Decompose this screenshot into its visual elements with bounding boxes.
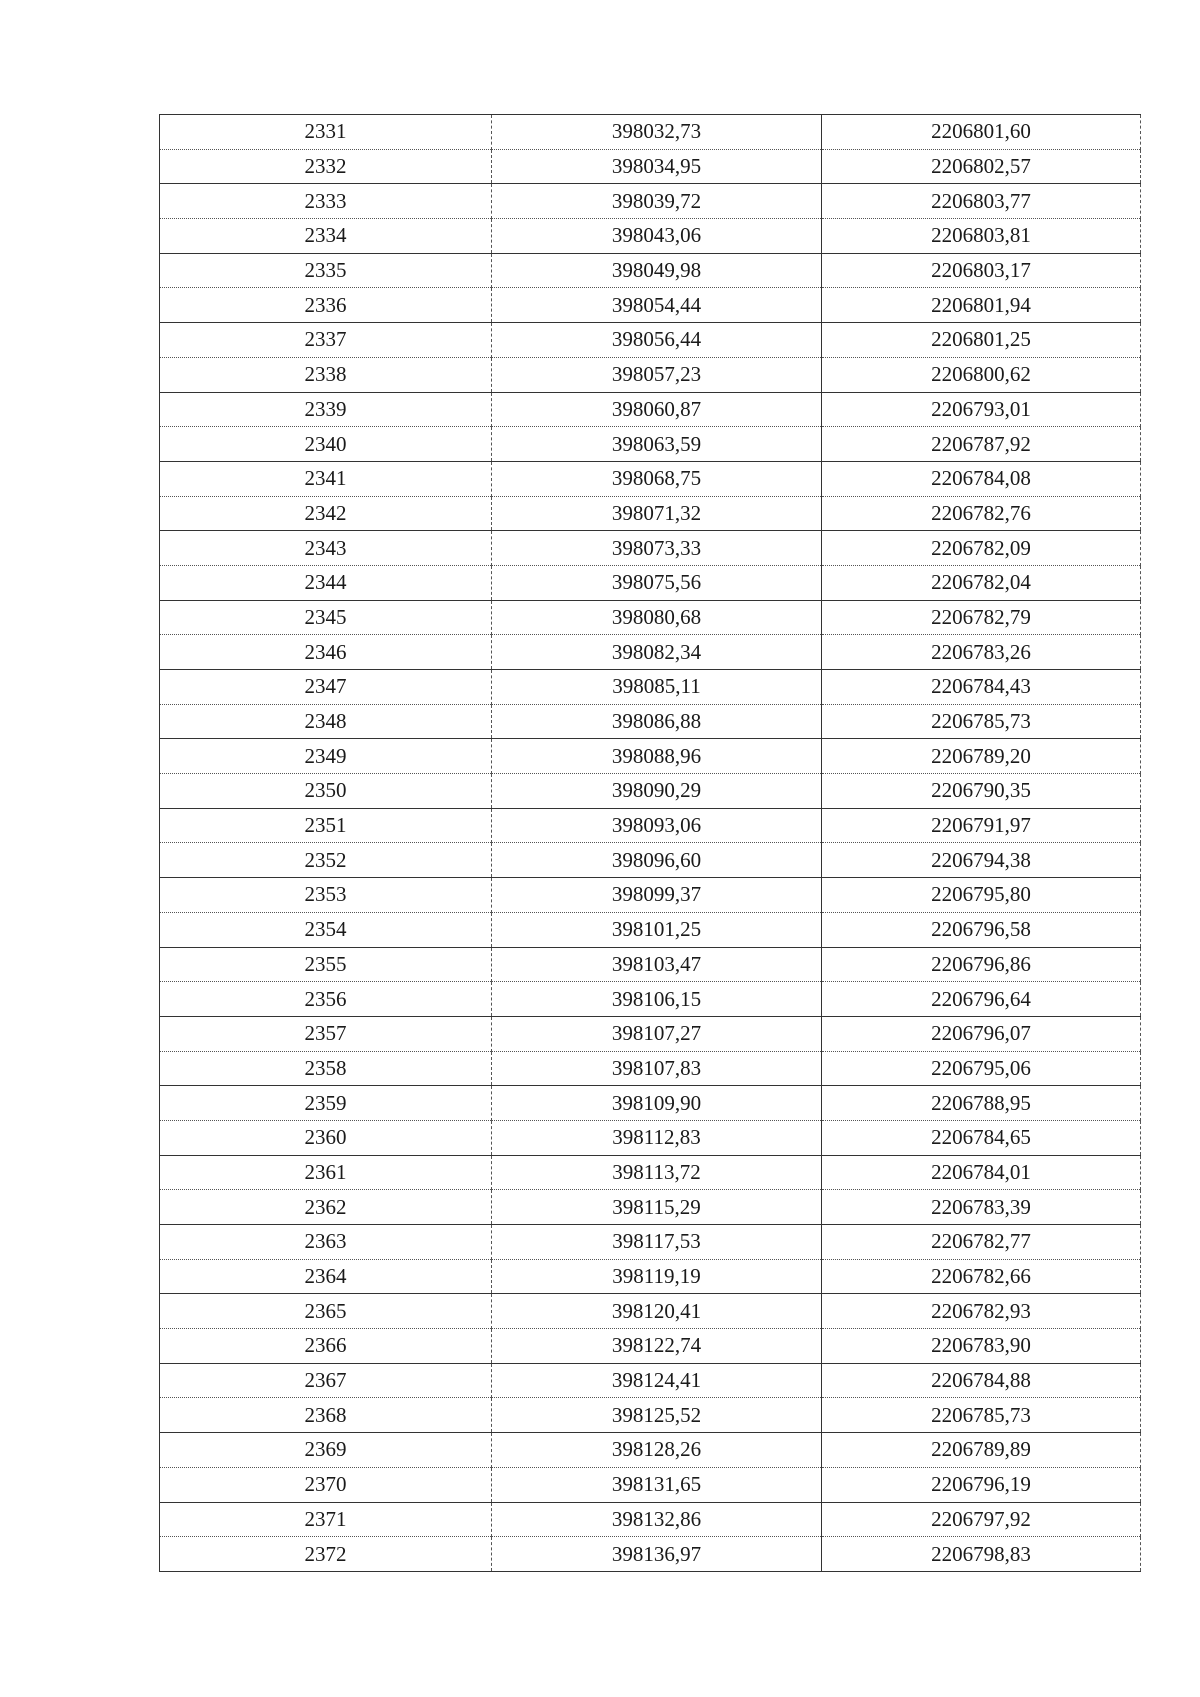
point-number-cell: 2356 — [160, 982, 492, 1017]
table-row — [160, 1537, 1141, 1572]
point-number-cell: 2349 — [160, 739, 492, 774]
table-row — [160, 149, 1141, 184]
y-coordinate-cell: 2206789,20 — [822, 739, 1141, 774]
point-number-cell: 2338 — [160, 357, 492, 392]
point-number-cell: 2343 — [160, 531, 492, 566]
y-coordinate-cell: 2206789,89 — [822, 1433, 1141, 1468]
table-row — [160, 670, 1141, 705]
point-number-cell: 2364 — [160, 1259, 492, 1294]
point-number-cell: 2358 — [160, 1051, 492, 1086]
y-coordinate-cell: 2206784,43 — [822, 670, 1141, 705]
x-coordinate-cell: 398124,41 — [492, 1363, 822, 1398]
coordinates-table-body — [160, 115, 1141, 1572]
y-coordinate-cell: 2206801,60 — [822, 115, 1141, 150]
x-coordinate-cell: 398032,73 — [492, 115, 822, 150]
point-number-cell: 2363 — [160, 1225, 492, 1260]
y-coordinate-cell: 2206802,57 — [822, 149, 1141, 184]
y-coordinate-cell: 2206784,01 — [822, 1155, 1141, 1190]
point-number-cell: 2369 — [160, 1433, 492, 1468]
y-coordinate-cell: 2206803,77 — [822, 184, 1141, 219]
x-coordinate-cell: 398120,41 — [492, 1294, 822, 1329]
point-number-cell: 2362 — [160, 1190, 492, 1225]
point-number-cell: 2355 — [160, 947, 492, 982]
point-number-cell: 2361 — [160, 1155, 492, 1190]
y-coordinate-cell: 2206803,81 — [822, 219, 1141, 254]
y-coordinate-cell: 2206794,38 — [822, 843, 1141, 878]
table-row — [160, 739, 1141, 774]
x-coordinate-cell: 398060,87 — [492, 392, 822, 427]
x-coordinate-cell: 398107,83 — [492, 1051, 822, 1086]
table-row — [160, 565, 1141, 600]
table-row — [160, 115, 1141, 150]
y-coordinate-cell: 2206796,19 — [822, 1467, 1141, 1502]
table-row — [160, 1086, 1141, 1121]
x-coordinate-cell: 398117,53 — [492, 1225, 822, 1260]
point-number-cell: 2334 — [160, 219, 492, 254]
table-row — [160, 427, 1141, 462]
y-coordinate-cell: 2206785,73 — [822, 704, 1141, 739]
point-number-cell: 2359 — [160, 1086, 492, 1121]
table-row — [160, 219, 1141, 254]
point-number-cell: 2342 — [160, 496, 492, 531]
table-row — [160, 496, 1141, 531]
point-number-cell: 2332 — [160, 149, 492, 184]
point-number-cell: 2340 — [160, 427, 492, 462]
y-coordinate-cell: 2206784,88 — [822, 1363, 1141, 1398]
table-row — [160, 635, 1141, 670]
y-coordinate-cell: 2206795,06 — [822, 1051, 1141, 1086]
table-row — [160, 1433, 1141, 1468]
y-coordinate-cell: 2206796,86 — [822, 947, 1141, 982]
y-coordinate-cell: 2206795,80 — [822, 878, 1141, 913]
point-number-cell: 2333 — [160, 184, 492, 219]
x-coordinate-cell: 398106,15 — [492, 982, 822, 1017]
table-row — [160, 531, 1141, 566]
x-coordinate-cell: 398112,83 — [492, 1120, 822, 1155]
y-coordinate-cell: 2206796,64 — [822, 982, 1141, 1017]
table-row — [160, 1259, 1141, 1294]
table-row — [160, 1294, 1141, 1329]
x-coordinate-cell: 398082,34 — [492, 635, 822, 670]
table-row — [160, 1467, 1141, 1502]
y-coordinate-cell: 2206801,25 — [822, 323, 1141, 358]
x-coordinate-cell: 398103,47 — [492, 947, 822, 982]
y-coordinate-cell: 2206796,07 — [822, 1016, 1141, 1051]
point-number-cell: 2344 — [160, 565, 492, 600]
table-row — [160, 357, 1141, 392]
x-coordinate-cell: 398057,23 — [492, 357, 822, 392]
x-coordinate-cell: 398109,90 — [492, 1086, 822, 1121]
table-row — [160, 878, 1141, 913]
y-coordinate-cell: 2206798,83 — [822, 1537, 1141, 1572]
table-row — [160, 288, 1141, 323]
table-row — [160, 947, 1141, 982]
point-number-cell: 2350 — [160, 774, 492, 809]
y-coordinate-cell: 2206790,35 — [822, 774, 1141, 809]
x-coordinate-cell: 398125,52 — [492, 1398, 822, 1433]
x-coordinate-cell: 398086,88 — [492, 704, 822, 739]
x-coordinate-cell: 398096,60 — [492, 843, 822, 878]
point-number-cell: 2354 — [160, 912, 492, 947]
x-coordinate-cell: 398034,95 — [492, 149, 822, 184]
table-row — [160, 808, 1141, 843]
point-number-cell: 2365 — [160, 1294, 492, 1329]
y-coordinate-cell: 2206803,17 — [822, 253, 1141, 288]
y-coordinate-cell: 2206797,92 — [822, 1502, 1141, 1537]
x-coordinate-cell: 398056,44 — [492, 323, 822, 358]
y-coordinate-cell: 2206782,77 — [822, 1225, 1141, 1260]
point-number-cell: 2335 — [160, 253, 492, 288]
table-row — [160, 1120, 1141, 1155]
table-row — [160, 392, 1141, 427]
y-coordinate-cell: 2206796,58 — [822, 912, 1141, 947]
x-coordinate-cell: 398073,33 — [492, 531, 822, 566]
y-coordinate-cell: 2206783,90 — [822, 1329, 1141, 1364]
x-coordinate-cell: 398122,74 — [492, 1329, 822, 1364]
y-coordinate-cell: 2206782,09 — [822, 531, 1141, 566]
x-coordinate-cell: 398080,68 — [492, 600, 822, 635]
table-row — [160, 704, 1141, 739]
point-number-cell: 2339 — [160, 392, 492, 427]
x-coordinate-cell: 398049,98 — [492, 253, 822, 288]
table-row — [160, 1051, 1141, 1086]
y-coordinate-cell: 2206784,65 — [822, 1120, 1141, 1155]
point-number-cell: 2351 — [160, 808, 492, 843]
table-row — [160, 982, 1141, 1017]
x-coordinate-cell: 398090,29 — [492, 774, 822, 809]
table-row — [160, 1502, 1141, 1537]
table-row — [160, 1363, 1141, 1398]
x-coordinate-cell: 398131,65 — [492, 1467, 822, 1502]
y-coordinate-cell: 2206800,62 — [822, 357, 1141, 392]
x-coordinate-cell: 398068,75 — [492, 461, 822, 496]
point-number-cell: 2367 — [160, 1363, 492, 1398]
y-coordinate-cell: 2206782,79 — [822, 600, 1141, 635]
y-coordinate-cell: 2206782,04 — [822, 565, 1141, 600]
point-number-cell: 2346 — [160, 635, 492, 670]
point-number-cell: 2336 — [160, 288, 492, 323]
table-row — [160, 774, 1141, 809]
y-coordinate-cell: 2206783,26 — [822, 635, 1141, 670]
x-coordinate-cell: 398101,25 — [492, 912, 822, 947]
table-row — [160, 253, 1141, 288]
y-coordinate-cell: 2206782,93 — [822, 1294, 1141, 1329]
point-number-cell: 2353 — [160, 878, 492, 913]
x-coordinate-cell: 398093,06 — [492, 808, 822, 843]
point-number-cell: 2368 — [160, 1398, 492, 1433]
point-number-cell: 2372 — [160, 1537, 492, 1572]
point-number-cell: 2357 — [160, 1016, 492, 1051]
table-row — [160, 1329, 1141, 1364]
point-number-cell: 2366 — [160, 1329, 492, 1364]
point-number-cell: 2360 — [160, 1120, 492, 1155]
x-coordinate-cell: 398132,86 — [492, 1502, 822, 1537]
x-coordinate-cell: 398088,96 — [492, 739, 822, 774]
point-number-cell: 2347 — [160, 670, 492, 705]
point-number-cell: 2331 — [160, 115, 492, 150]
table-row — [160, 184, 1141, 219]
y-coordinate-cell: 2206784,08 — [822, 461, 1141, 496]
x-coordinate-cell: 398113,72 — [492, 1155, 822, 1190]
x-coordinate-cell: 398054,44 — [492, 288, 822, 323]
point-number-cell: 2348 — [160, 704, 492, 739]
table-row — [160, 1016, 1141, 1051]
x-coordinate-cell: 398136,97 — [492, 1537, 822, 1572]
y-coordinate-cell: 2206791,97 — [822, 808, 1141, 843]
table-row — [160, 461, 1141, 496]
table-row — [160, 1190, 1141, 1225]
point-number-cell: 2352 — [160, 843, 492, 878]
x-coordinate-cell: 398063,59 — [492, 427, 822, 462]
point-number-cell: 2337 — [160, 323, 492, 358]
x-coordinate-cell: 398099,37 — [492, 878, 822, 913]
x-coordinate-cell: 398085,11 — [492, 670, 822, 705]
x-coordinate-cell: 398075,56 — [492, 565, 822, 600]
y-coordinate-cell: 2206785,73 — [822, 1398, 1141, 1433]
table-row — [160, 843, 1141, 878]
y-coordinate-cell: 2206801,94 — [822, 288, 1141, 323]
table-row — [160, 1225, 1141, 1260]
table-row — [160, 912, 1141, 947]
y-coordinate-cell: 2206787,92 — [822, 427, 1141, 462]
x-coordinate-cell: 398043,06 — [492, 219, 822, 254]
y-coordinate-cell: 2206782,76 — [822, 496, 1141, 531]
point-number-cell: 2371 — [160, 1502, 492, 1537]
point-number-cell: 2345 — [160, 600, 492, 635]
table-row — [160, 600, 1141, 635]
point-number-cell: 2341 — [160, 461, 492, 496]
y-coordinate-cell: 2206783,39 — [822, 1190, 1141, 1225]
x-coordinate-cell: 398128,26 — [492, 1433, 822, 1468]
table-row — [160, 1398, 1141, 1433]
table-row — [160, 323, 1141, 358]
table-row — [160, 1155, 1141, 1190]
x-coordinate-cell: 398071,32 — [492, 496, 822, 531]
y-coordinate-cell: 2206782,66 — [822, 1259, 1141, 1294]
y-coordinate-cell: 2206793,01 — [822, 392, 1141, 427]
coordinates-table — [159, 114, 1141, 1572]
x-coordinate-cell: 398107,27 — [492, 1016, 822, 1051]
x-coordinate-cell: 398119,19 — [492, 1259, 822, 1294]
x-coordinate-cell: 398115,29 — [492, 1190, 822, 1225]
point-number-cell: 2370 — [160, 1467, 492, 1502]
y-coordinate-cell: 2206788,95 — [822, 1086, 1141, 1121]
x-coordinate-cell: 398039,72 — [492, 184, 822, 219]
